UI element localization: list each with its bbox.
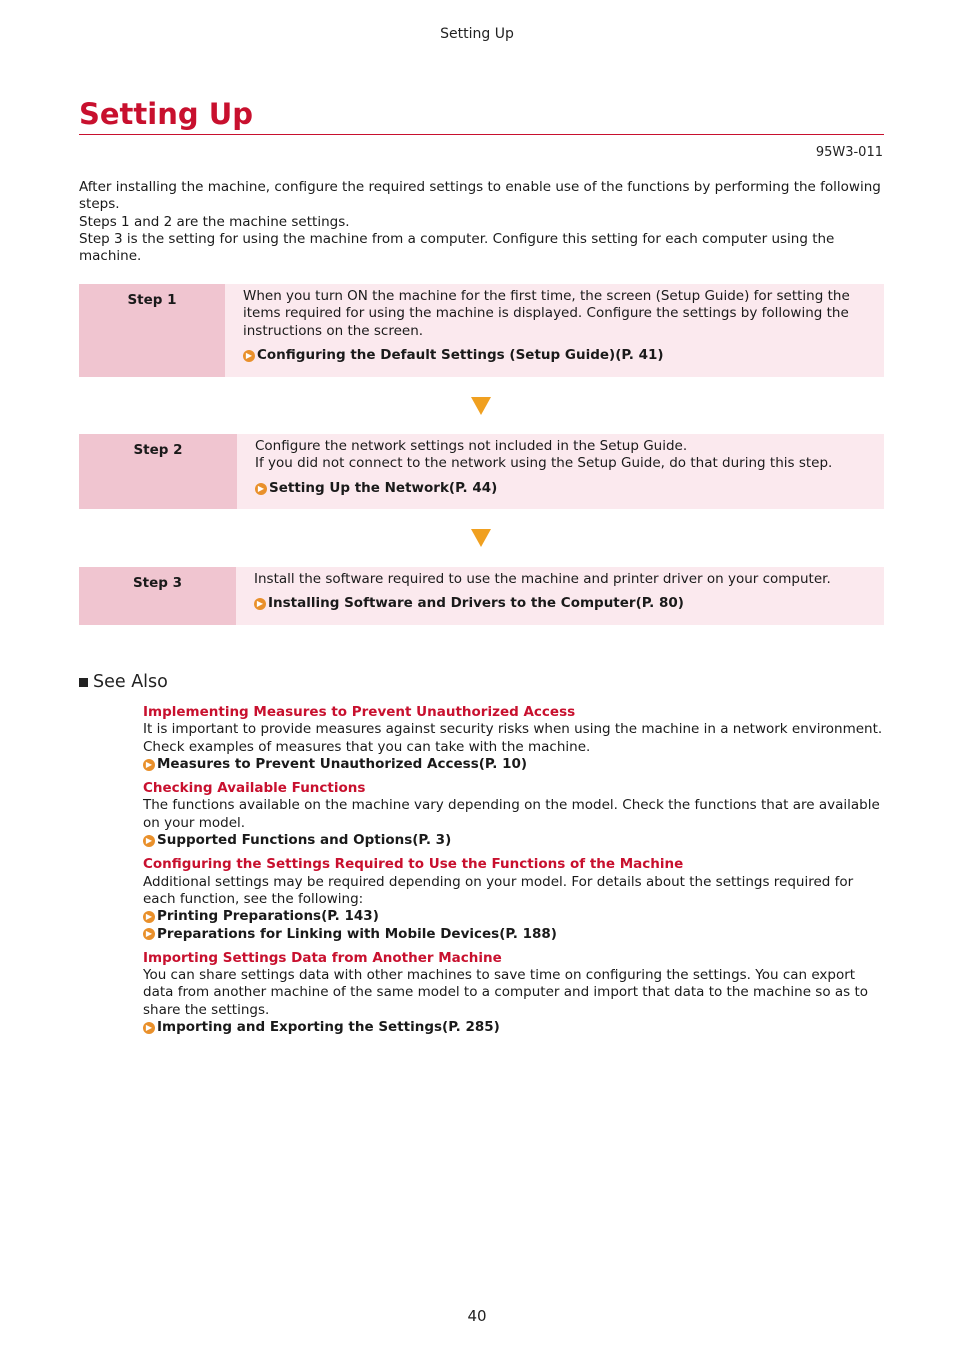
step-text: If you did not connect to the network using the Setup Guide, do that during this step. [255,455,833,472]
step-label: Step 3 [79,567,236,625]
step-link[interactable] [254,595,874,612]
document-code: 95W3-011 [815,145,883,160]
step-text: Configure the network settings not included in the Setup Guide. [255,438,688,454]
see-also-item [143,856,888,942]
step-body [237,434,884,509]
see-also-heading-label: See Also [93,672,168,692]
step-link-label: Setting Up the Network(P. 44) [269,479,498,496]
intro-line: Steps 1 and 2 are the machine settings. [79,213,350,230]
see-also-item [143,780,888,849]
intro-line: Step 3 is the setting for using the machine from a computer. Configure this setting for each computer using the machine. [79,230,835,265]
step-text: When you turn ON the machine for the first time, the screen (Setup Guide) for setting the items required for using the machine is displayed. Configure the settings by following the instructions on the screen. [243,288,850,339]
square-bullet-icon [79,678,88,687]
step-body [225,284,884,377]
see-also-item-title: Checking Available Functions [143,780,366,797]
step-link[interactable] [243,347,874,364]
step-label: Step 1 [79,284,225,377]
see-also-link-label: Importing and Exporting the Settings(P. 285) [157,1019,500,1036]
see-also-item-description: You can share settings data with other machines to save time on configuring the settings. You can export data from another machine of the same model to a computer and import that data to the machine so as to share the settings. [143,967,869,1018]
see-also-link[interactable] [143,926,888,943]
page-number: 40 [467,1307,487,1325]
see-also-link-label: Printing Preparations(P. 143) [157,908,379,925]
title-divider [79,134,884,135]
see-also-item [143,950,888,1036]
see-also-link[interactable] [143,908,888,925]
step-text: Install the software required to use the machine and printer driver on your computer. [254,571,831,587]
see-also-item-title: Importing Settings Data from Another Machine [143,949,502,966]
chevron-right-circle-icon: ▶ [255,483,267,495]
see-also-item-description: The functions available on the machine vary depending on the model. Check the functions that are available on your model. [143,797,880,831]
see-also-item-description: Additional settings may be required depending on your model. For details about the settings required for each function, see the following: [143,873,854,907]
see-also-item-title: Configuring the Settings Required to Use the Functions of the Machine [143,856,684,873]
chevron-right-circle-icon: ▶ [143,911,155,923]
see-also-link[interactable] [143,756,888,773]
step-label: Step 2 [79,434,237,509]
see-also-item-title: Implementing Measures to Prevent Unauthorized Access [143,704,576,720]
see-also-link-label: Measures to Prevent Unauthorized Access(P. 10) [157,755,528,772]
see-also-link[interactable] [143,1019,888,1036]
chevron-right-circle-icon: ▶ [143,1022,155,1034]
step-link-label: Configuring the Default Settings (Setup Guide)(P. 41) [257,347,664,364]
see-also-list [143,704,888,1043]
intro-line: After installing the machine, configure the required settings to enable use of the functions by performing the following steps. [79,179,881,213]
chevron-right-circle-icon: ▶ [143,759,155,771]
step-1 [79,284,884,377]
chevron-right-circle-icon: ▶ [243,350,255,362]
see-also-link-label: Preparations for Linking with Mobile Devices(P. 188) [157,925,557,942]
step-3 [79,567,884,625]
see-also-link-label: Supported Functions and Options(P. 3) [157,832,452,849]
see-also-link[interactable] [143,832,888,849]
down-arrow-icon [471,397,491,415]
step-link[interactable] [255,480,874,497]
chevron-right-circle-icon: ▶ [143,928,155,940]
step-body [236,567,884,625]
see-also-item-description: It is important to provide measures against security risks when using the machine in a network environment. Check examples of measures that you can take with the machine. [143,721,883,755]
running-header: Setting Up [440,26,514,42]
step-link-label: Installing Software and Drivers to the Computer(P. 80) [268,595,684,612]
chevron-right-circle-icon: ▶ [143,835,155,847]
see-also-heading [79,672,168,692]
down-arrow-icon [471,529,491,547]
intro-text [79,179,887,265]
page-title: Setting Up [79,97,254,131]
chevron-right-circle-icon: ▶ [254,598,266,610]
see-also-item [143,704,888,773]
step-2 [79,434,884,509]
